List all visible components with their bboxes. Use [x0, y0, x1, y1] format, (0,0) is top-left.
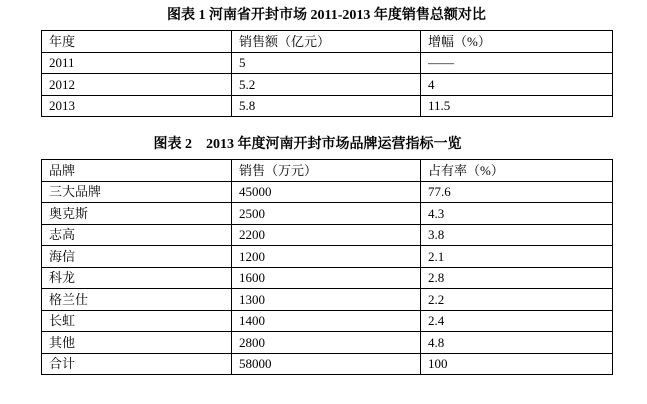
table-row: [42, 181, 613, 203]
table-header-row: [42, 160, 613, 182]
table-cell: 2800: [232, 332, 421, 354]
table-cell: 4.3: [421, 203, 613, 225]
header-cell-growth-rate: 增幅（%）: [421, 31, 613, 53]
table-cell: 77.6: [421, 181, 613, 203]
table-cell: 2011: [42, 52, 232, 74]
table-cell: 3.8: [421, 224, 613, 246]
table-cell: 1600: [232, 267, 421, 289]
table-cell: 45000: [232, 181, 421, 203]
table-cell: 5.8: [232, 95, 421, 117]
table-cell: 合计: [42, 353, 232, 375]
table-row: [42, 203, 613, 225]
table-cell: 100: [421, 353, 613, 375]
table-cell: 4: [421, 74, 613, 96]
table-cell: 2.2: [421, 289, 613, 311]
table-cell: 5: [232, 52, 421, 74]
table-cell: 海信: [42, 246, 232, 268]
header-cell-brand: 品牌: [42, 160, 232, 182]
table-row: [42, 267, 613, 289]
header-cell-sales-amount: 销售额（亿元）: [232, 31, 421, 53]
table-row: [42, 353, 613, 375]
sales-total-section: [41, 8, 612, 117]
table-cell: 1200: [232, 246, 421, 268]
table-2-caption: 图表 2 2013 年度河南开封市场品牌运营指标一览: [153, 137, 462, 152]
table-cell: 5.2: [232, 74, 421, 96]
table-cell: ——: [421, 52, 613, 74]
table-cell: 11.5: [421, 95, 613, 117]
table-row: [42, 74, 613, 96]
table-cell: 科龙: [42, 267, 232, 289]
table-body: [42, 52, 613, 117]
table-row: [42, 332, 613, 354]
table-row: [42, 310, 613, 332]
table-cell: 2.1: [421, 246, 613, 268]
table-cell: 其他: [42, 332, 232, 354]
sales-total-table: [41, 30, 613, 117]
table-cell: 2012: [42, 74, 232, 96]
table-cell: 2.8: [421, 267, 613, 289]
table-row: [42, 289, 613, 311]
table-cell: 4.8: [421, 332, 613, 354]
table-row: [42, 246, 613, 268]
table-cell: 志高: [42, 224, 232, 246]
table-row: [42, 95, 613, 117]
table-1-caption: 图表 1 河南省开封市场 2011-2013 年度销售总额对比: [167, 8, 486, 23]
table-header-row: [42, 31, 613, 53]
table-cell: 奥克斯: [42, 203, 232, 225]
table-cell: 2200: [232, 224, 421, 246]
brand-metrics-table: [41, 159, 613, 375]
table-row: [42, 52, 613, 74]
table-cell: 1400: [232, 310, 421, 332]
brand-metrics-section: [41, 137, 612, 375]
table-cell: 格兰仕: [42, 289, 232, 311]
table-cell: 三大品牌: [42, 181, 232, 203]
table-cell: 2.4: [421, 310, 613, 332]
table-row: [42, 224, 613, 246]
table-body: [42, 181, 613, 375]
header-cell-year: 年度: [42, 31, 232, 53]
table-cell: 2500: [232, 203, 421, 225]
table-cell: 长虹: [42, 310, 232, 332]
header-cell-market-share: 占有率（%）: [421, 160, 613, 182]
table-cell: 1300: [232, 289, 421, 311]
table-cell: 2013: [42, 95, 232, 117]
header-cell-sales: 销售（万元）: [232, 160, 421, 182]
table-cell: 58000: [232, 353, 421, 375]
